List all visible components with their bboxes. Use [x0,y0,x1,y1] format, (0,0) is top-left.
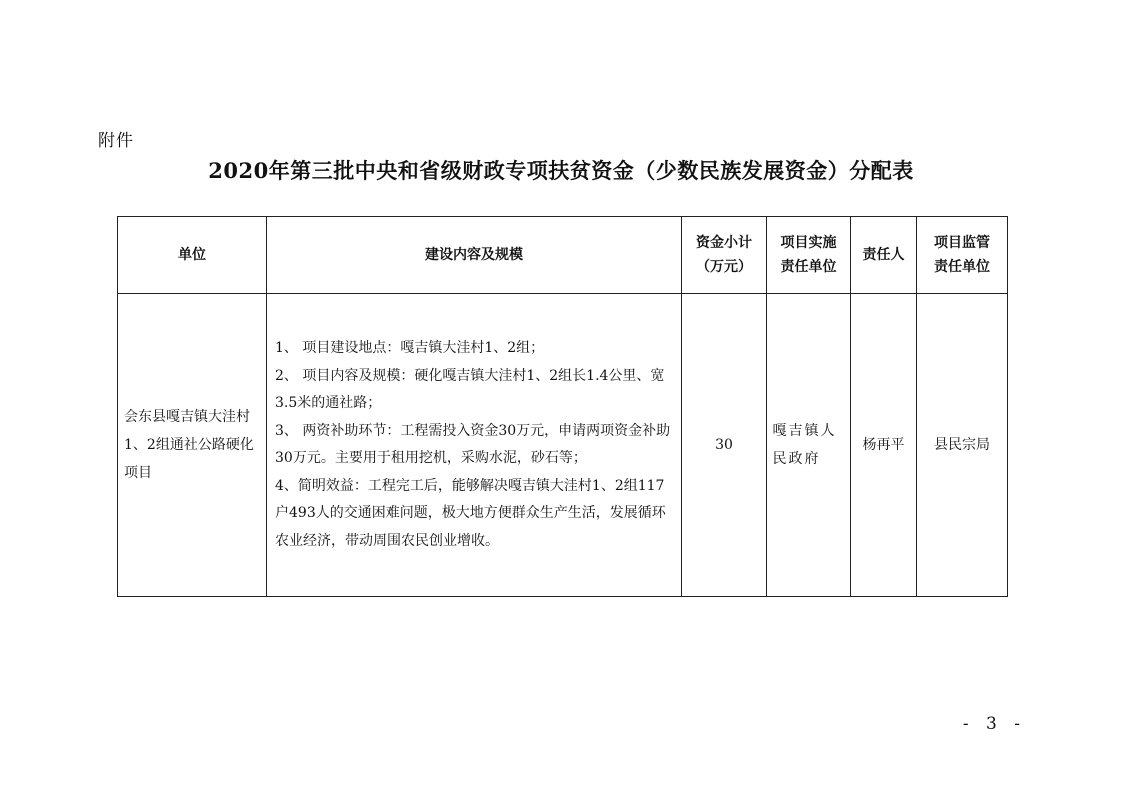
content-item-benefit: 4、简明效益：工程完工后，能够解决嘎吉镇大洼村1、2组117户493人的交通困难问题，极大地方便群众生产生活，发展循环农业经济，带动周围农民创业增收。 [275,477,666,549]
cell-supervise-unit: 县民宗局 [917,294,1008,597]
cell-content [267,294,682,597]
header-supervise-line2: 责任单位 [934,259,990,275]
header-supervise-line1: 项目监管 [934,235,990,251]
document-title: 2020年第三批中央和省级财政专项扶贫资金（少数民族发展资金）分配表 [208,158,914,183]
content-item-scale: 2、 项目内容及规模：硬化嘎吉镇大洼村1、2组长1.4公里、宽3.5米的通社路； [275,367,665,411]
header-impl-unit [767,217,851,294]
header-unit: 单位 [118,217,267,294]
table-row [118,294,1008,597]
content-item-subsidy: 3、 两资补助环节：工程需投入资金30万元，申请两项资金补助30万元。主要用于租用挖机，采购水泥，砂石等； [275,422,671,466]
attachment-label: 附件 [98,131,134,151]
table-header-row [118,217,1008,294]
header-funds-line2: （万元） [696,259,752,275]
header-content: 建设内容及规模 [267,217,682,294]
header-funds [682,217,767,294]
header-funds-line1: 资金小计 [696,235,752,251]
header-impl-line2: 责任单位 [780,259,837,275]
cell-funds: 30 [682,294,767,597]
cell-unit: 会东县嘎吉镇大洼村1、2组通社公路硬化项目 [118,294,267,597]
page-number: - 3 - [962,714,1026,734]
header-supervise-unit [917,217,1008,294]
header-responsible: 责任人 [851,217,917,294]
header-impl-line1: 项目实施 [780,235,837,251]
cell-impl-unit [767,294,851,597]
cell-responsible: 杨再平 [851,294,917,597]
allocation-table [117,216,1008,597]
content-item-location: 1、 项目建设地点：嘎吉镇大洼村1、2组； [275,340,545,356]
impl-unit-text: 嘎吉镇人民政府 [772,423,837,467]
